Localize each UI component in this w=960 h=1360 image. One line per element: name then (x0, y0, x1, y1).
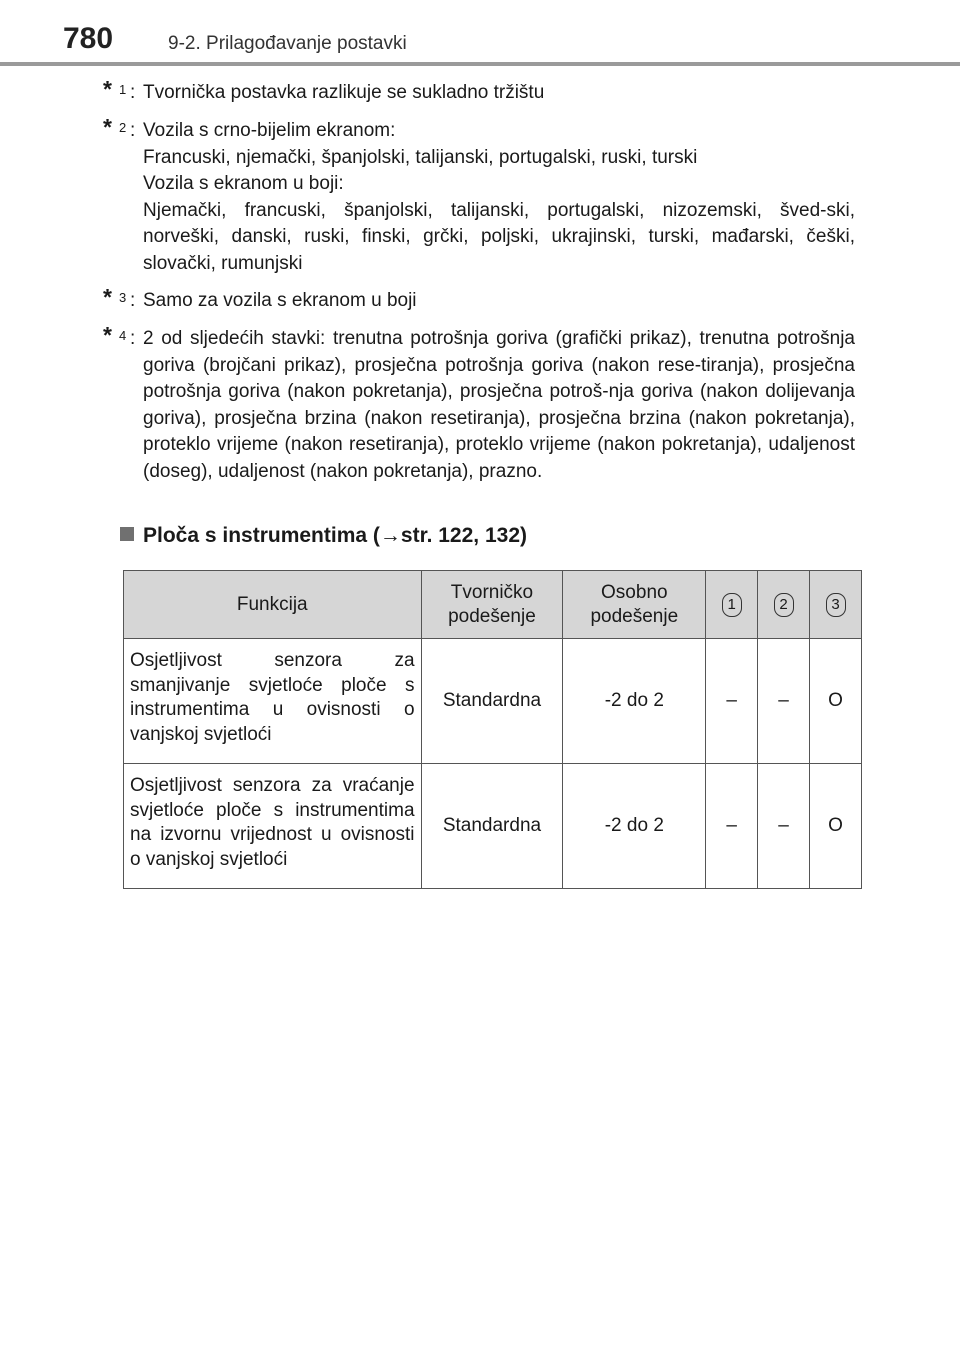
footnote-text: Francuski, njemački, španjolski, talijanski, portugalski, ruski, turski (143, 146, 698, 168)
page-number: 780 (63, 22, 114, 55)
footnote-number: 4 (119, 328, 127, 343)
footnote-number: 2 (119, 120, 127, 135)
footnote-text: 2 od sljedećih stavki: trenutna potrošnja goriva (grafički prikaz), trenutna potrošnja goriva (brojčani prikaz), prosječna potrošnja goriva (nakon rese-tiranja), prosječna potrošnja goriva (nakon pokretanja), prosječna potroš-nja goriva (nakon dolijevanja goriva), prosječna brzina (nakon resetiranja), prosječna brzina (nakon pokretanja), proteklo vrijeme (nakon resetiranja), proteklo vrijeme (nakon pokretanja), udaljenost (doseg), udaljenost (nakon pokretanja), prazno. (143, 328, 855, 482)
cell-custom: -2 do 2 (563, 639, 706, 764)
footnote-number: 1 (119, 82, 127, 97)
page-header (0, 0, 960, 64)
circled-number-2-icon: 2 (774, 593, 794, 617)
footnote-text: Vozila s crno-bijelim ekranom: (143, 120, 396, 141)
square-bullet-icon (120, 527, 134, 541)
footnote-text: Vozila s ekranom u boji: (143, 173, 344, 194)
footnote-text: Samo za vozila s ekranom u boji (143, 290, 417, 311)
subsection-heading (120, 524, 527, 548)
cell-custom: -2 do 2 (563, 764, 706, 889)
circled-number-3-icon: 3 (826, 593, 846, 617)
footnote-4: * 4 : 2 od sljedećih stavki: trenutna potrošnja goriva (grafički prikaz), trenutna potrošnja goriva (brojčani prikaz), prosječna potrošnja goriva (nakon rese-tiranja), prosječna potrošnja goriva (nakon pokretanja), prosječna potroš-nja goriva (nakon dolijevanja goriva), prosječna brzina (nakon resetiranja), prosječna brzina (nakon pokretanja), proteklo vrijeme (nakon resetiranja), proteklo vrijeme (nakon pokretanja), udaljenost (doseg), udaljenost (nakon pokretanja), prazno. (103, 326, 863, 485)
cell-method-3: O (810, 764, 862, 889)
cell-method-1: – (706, 639, 758, 764)
footnote-2: * 2 : Vozila s crno-bijelim ekranom: Francuski, njemački, španjolski, talijanski, portugalski, ruski, turski Vozila s ekranom u boji: Njemački, francuski, španjolski, talijanski, portugalski, nizozemski, šved-ski, norveški, danski, ruski, finski, grčki, poljski, ukrajinski, turski, mađarski, češki, slovački, rumunjski (103, 118, 863, 277)
cell-method-3: O (810, 639, 862, 764)
footnote-text: Njemački, francuski, španjolski, talijanski, portugalski, nizozemski, šved-ski, norveški, danski, ruski, finski, grčki, poljski, ukrajinski, turski, mađarski, češki, slovački, rumunjski (143, 199, 855, 274)
footnote-asterisk: * (103, 322, 112, 348)
footnote-number: 3 (119, 290, 127, 305)
cell-method-1: – (706, 764, 758, 889)
header-custom-setting: Osobno podešenje (563, 571, 706, 639)
table-row (124, 764, 862, 889)
cell-default: Standardna (421, 639, 563, 764)
header-divider (0, 62, 960, 66)
header-method-1 (706, 571, 758, 639)
section-title: 9-2. Prilagođavanje postavki (168, 33, 407, 54)
cell-default: Standardna (421, 764, 563, 889)
cell-function: Osjetljivost senzora za vraćanje svjetloće ploče s instrumentima na izvornu vrijednost u ovisnosti o vanjskoj svjetloći (124, 764, 422, 889)
header-method-3 (810, 571, 862, 639)
footnote-asterisk: * (103, 114, 112, 140)
circled-number-1-icon: 1 (722, 593, 742, 617)
header-default-setting: Tvorničko podešenje (421, 571, 563, 639)
table-row (124, 639, 862, 764)
footnote-3: * 3 : Samo za vozila s ekranom u boji (103, 288, 863, 315)
footnote-1: * 1 : Tvornička postavka razlikuje se sukladno tržištu (103, 80, 863, 107)
header-function: Funkcija (124, 571, 422, 639)
settings-table (123, 570, 862, 889)
footnote-asterisk: * (103, 76, 112, 102)
header-method-2 (758, 571, 810, 639)
cell-function: Osjetljivost senzora za smanjivanje svjetloće ploče s instrumentima u ovisnosti o vanjskoj svjetloći (124, 639, 422, 764)
cell-method-2: – (758, 764, 810, 889)
cell-method-2: – (758, 639, 810, 764)
footnote-asterisk: * (103, 284, 112, 310)
footnote-text: Tvornička postavka razlikuje se sukladno tržištu (143, 82, 545, 103)
table-header-row (124, 571, 862, 639)
subsection-title: Ploča s instrumentima (→str. 122, 132) (143, 524, 527, 547)
